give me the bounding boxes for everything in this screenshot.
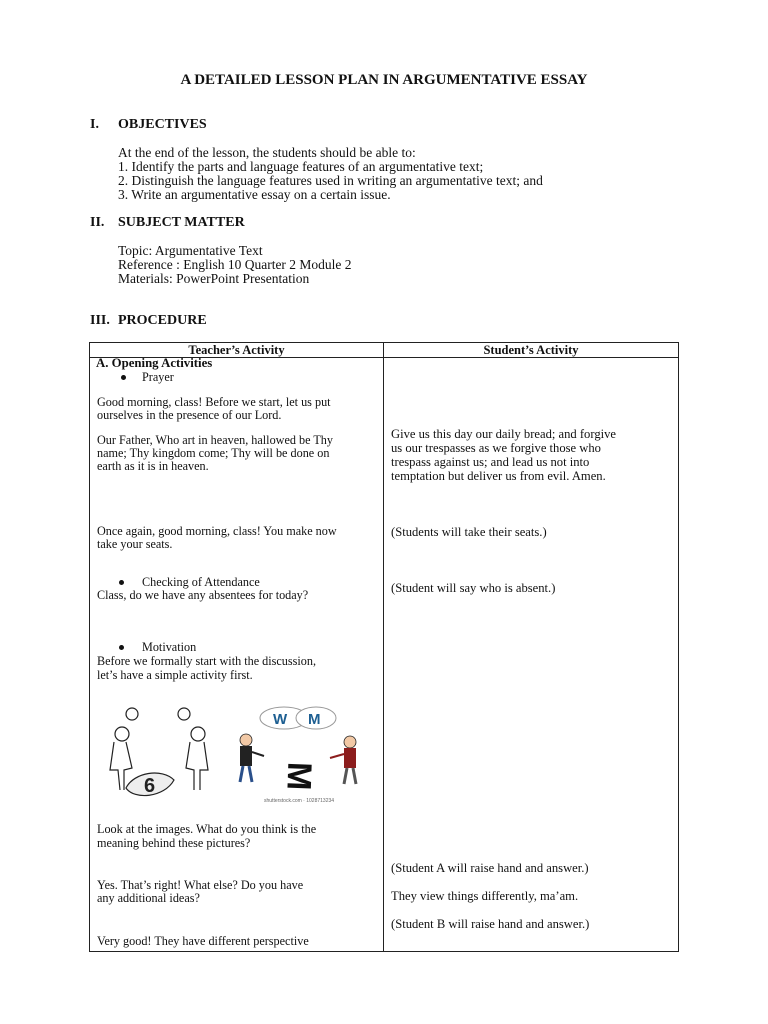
student-absent: (Student will say who is absent.) xyxy=(391,581,556,595)
image-watermark: shutterstock.com · 1028713234 xyxy=(264,798,335,804)
student-prayer-line: trespass against us; and lead us not into xyxy=(391,455,590,469)
student-a-raise: (Student A will raise hand and answer.) xyxy=(391,861,589,875)
greeting-line: Good morning, class! Before we start, let us put xyxy=(97,395,331,409)
bullet-icon xyxy=(121,375,126,380)
student-column-header: Student’s Activity xyxy=(384,343,679,358)
motivation-label: Motivation xyxy=(142,640,197,654)
bullet-icon xyxy=(119,580,124,585)
wm-cartoon xyxy=(240,734,356,791)
speech-bubbles xyxy=(260,707,336,729)
look-question-line: Look at the images. What do you think is the xyxy=(97,822,317,836)
perspective-illustration xyxy=(104,706,376,806)
yes-right-line: Yes. That’s right! What else? Do you have xyxy=(97,878,304,892)
objective-item: 2. Distinguish the language features used in writing an argumentative text; and xyxy=(118,173,543,188)
letter-w: W xyxy=(273,711,288,728)
subject-topic: Topic: Argumentative Text xyxy=(118,243,263,258)
student-prayer-line: us our trespasses as we forgive those who xyxy=(391,441,601,455)
attendance-label: Checking of Attendance xyxy=(142,575,260,589)
our-father-line: name; Thy kingdom come; Thy will be done on xyxy=(97,446,330,460)
objectives-intro: At the end of the lesson, the students should be able to: xyxy=(118,145,416,160)
six-nine-cartoon xyxy=(110,708,208,797)
subject-materials: Materials: PowerPoint Presentation xyxy=(118,271,310,286)
motivation-line: Before we formally start with the discussion, xyxy=(97,654,316,668)
prayer-label: Prayer xyxy=(142,370,174,384)
objectives-numeral: I. xyxy=(90,117,99,132)
seats-line: Once again, good morning, class! You make now xyxy=(97,524,337,538)
procedure-numeral: III. xyxy=(90,313,110,328)
student-prayer-line: temptation but deliver us from evil. Amen. xyxy=(391,469,606,483)
student-view-answer: They view things differently, ma’am. xyxy=(391,889,579,903)
subject-reference: Reference : English 10 Quarter 2 Module 2 xyxy=(118,257,352,272)
our-father-line: Our Father, Who art in heaven, hallowed be Thy xyxy=(97,433,333,447)
our-father-line: earth as it is in heaven. xyxy=(97,459,209,473)
procedure-heading: PROCEDURE xyxy=(118,313,207,328)
student-b-raise: (Student B will raise hand and answer.) xyxy=(391,917,590,931)
document-title: A DETAILED LESSON PLAN IN ARGUMENTATIVE ESSAY xyxy=(180,72,588,88)
greeting-line: ourselves in the presence of our Lord. xyxy=(97,408,282,422)
seats-line: take your seats. xyxy=(97,537,173,551)
yes-right-line: any additional ideas? xyxy=(97,891,200,905)
objectives-heading: OBJECTIVES xyxy=(118,117,207,132)
objective-item: 3. Write an argumentative essay on a certain issue. xyxy=(118,187,391,202)
motivation-line: let’s have a simple activity first. xyxy=(97,668,253,682)
student-prayer-line: Give us this day our daily bread; and forgive xyxy=(391,427,617,441)
very-good-line: Very good! They have different perspective xyxy=(97,934,309,948)
bullet-icon xyxy=(119,645,124,650)
teacher-column-header: Teacher’s Activity xyxy=(90,343,384,358)
subject-matter-heading: SUBJECT MATTER xyxy=(118,215,245,230)
rotated-m-letter: M xyxy=(279,761,319,791)
six-digit: 6 xyxy=(144,775,156,797)
objective-item: 1. Identify the parts and language features of an argumentative text; xyxy=(118,159,484,174)
subject-matter-numeral: II. xyxy=(90,215,105,230)
attendance-question: Class, do we have any absentees for today? xyxy=(97,588,309,602)
section-a-heading: A. Opening Activities xyxy=(96,356,213,370)
letter-m: M xyxy=(308,711,321,728)
student-seats: (Students will take their seats.) xyxy=(391,525,547,539)
look-question-line: meaning behind these pictures? xyxy=(97,836,251,850)
